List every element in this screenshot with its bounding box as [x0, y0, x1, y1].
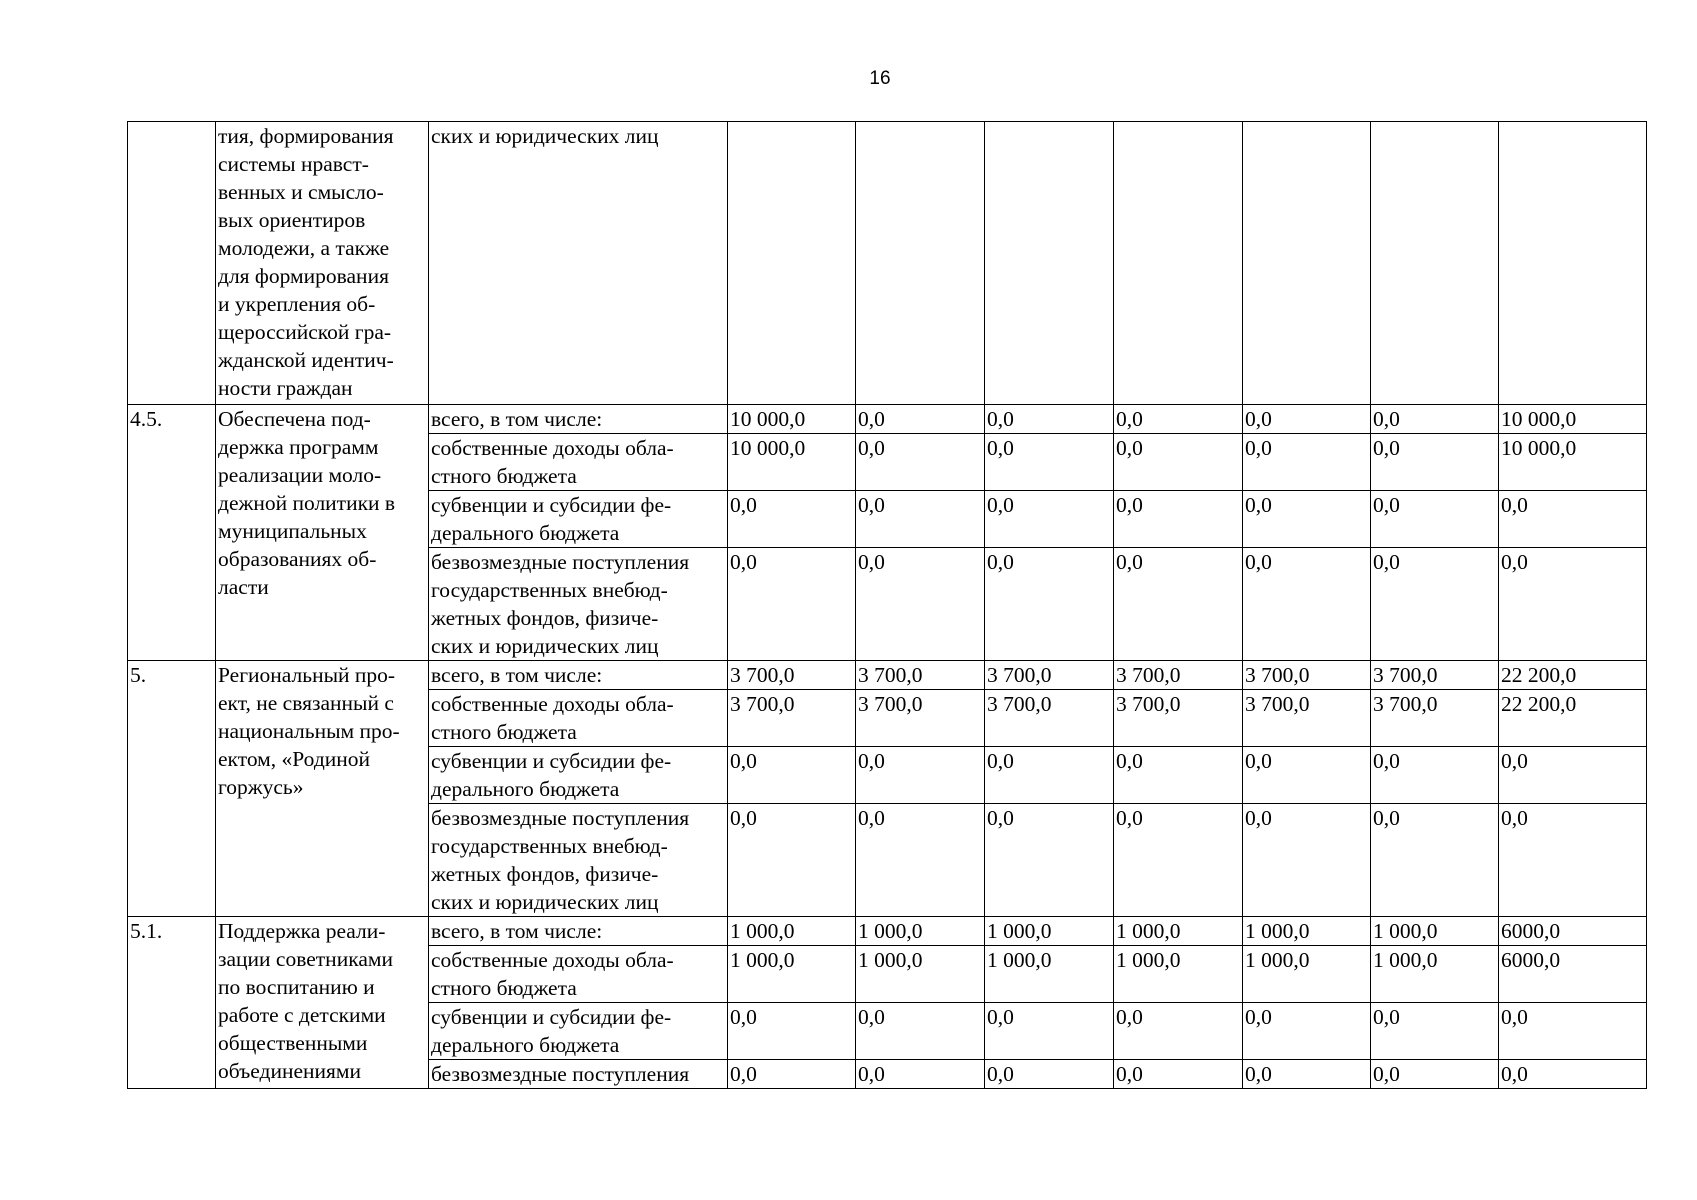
- year-value-cell: [1371, 122, 1499, 405]
- year-value-cell: 0,0: [1114, 405, 1243, 434]
- year-value-cell: 3 700,0: [856, 690, 985, 747]
- funding-source: всего, в том числе:: [431, 663, 603, 687]
- year-value-cell: 0,0: [1243, 1060, 1371, 1089]
- year-value-cell: 0,0: [856, 804, 985, 917]
- total-value-cell: 0,0: [1499, 804, 1647, 917]
- funding-source: ских и юридических лиц: [431, 124, 659, 148]
- year-value-cell: 0,0: [728, 804, 856, 917]
- year-value-cell: [728, 122, 856, 405]
- year-value-cell: 0,0: [856, 1060, 985, 1089]
- funding-source-cell: [429, 661, 728, 690]
- year-value-cell: 0,0: [1243, 747, 1371, 804]
- funding-source: всего, в том числе:: [431, 407, 603, 431]
- year-value-cell: 0,0: [1114, 434, 1243, 491]
- funding-source: собственные доходы обла- стного бюджета: [431, 692, 674, 744]
- year-value-cell: 0,0: [1243, 434, 1371, 491]
- funding-source-cell: [429, 1060, 728, 1089]
- total-value-cell: 0,0: [1499, 747, 1647, 804]
- item-name: Региональный про- ект, не связанный с национальным про- ектом, «Родиной горжусь»: [218, 663, 400, 799]
- funding-source: собственные доходы обла- стного бюджета: [431, 948, 674, 1000]
- year-value-cell: 0,0: [1371, 405, 1499, 434]
- funding-source: субвенции и субсидии фе- дерального бюджета: [431, 1005, 672, 1057]
- year-value-cell: 0,0: [985, 804, 1114, 917]
- funding-source-cell: [429, 690, 728, 747]
- funding-source-cell: [429, 122, 728, 405]
- funding-source-cell: [429, 405, 728, 434]
- year-value-cell: 1 000,0: [728, 946, 856, 1003]
- funding-source: всего, в том числе:: [431, 919, 603, 943]
- year-value-cell: 3 700,0: [1371, 690, 1499, 747]
- table-row: [128, 917, 1647, 946]
- year-value-cell: 1 000,0: [856, 946, 985, 1003]
- year-value-cell: [1243, 122, 1371, 405]
- funding-source: безвозмездные поступления: [431, 1062, 690, 1086]
- funding-source-cell: [429, 747, 728, 804]
- item-name-cell: [216, 122, 429, 405]
- funding-source: субвенции и субсидии фе- дерального бюджета: [431, 749, 672, 801]
- year-value-cell: 1 000,0: [728, 917, 856, 946]
- year-value-cell: 0,0: [856, 548, 985, 661]
- year-value-cell: 3 700,0: [1371, 661, 1499, 690]
- year-value-cell: 0,0: [985, 491, 1114, 548]
- item-number: 5.: [130, 663, 147, 687]
- year-value-cell: 0,0: [1243, 405, 1371, 434]
- year-value-cell: 3 700,0: [985, 661, 1114, 690]
- item-number-cell: [128, 661, 216, 917]
- year-value-cell: 0,0: [1371, 804, 1499, 917]
- year-value-cell: 1 000,0: [985, 917, 1114, 946]
- year-value-cell: 0,0: [1114, 491, 1243, 548]
- year-value-cell: 0,0: [856, 1003, 985, 1060]
- year-value-cell: 3 700,0: [985, 690, 1114, 747]
- funding-source-cell: [429, 548, 728, 661]
- year-value-cell: [985, 122, 1114, 405]
- funding-source: безвозмездные поступления государственных внебюд- жетных фондов, физиче- ских и юридических лиц: [431, 806, 690, 914]
- funding-source: субвенции и субсидии фе- дерального бюджета: [431, 493, 672, 545]
- year-value-cell: 0,0: [1114, 804, 1243, 917]
- year-value-cell: 0,0: [985, 1060, 1114, 1089]
- funding-source-cell: [429, 491, 728, 548]
- year-value-cell: 0,0: [856, 434, 985, 491]
- year-value-cell: 1 000,0: [1114, 946, 1243, 1003]
- year-value-cell: 3 700,0: [728, 661, 856, 690]
- item-number: 5.1.: [130, 919, 163, 943]
- year-value-cell: 3 700,0: [856, 661, 985, 690]
- year-value-cell: 0,0: [856, 747, 985, 804]
- year-value-cell: 0,0: [1114, 548, 1243, 661]
- item-number-cell: [128, 405, 216, 661]
- year-value-cell: 0,0: [1114, 747, 1243, 804]
- budget-table: [127, 121, 1647, 1089]
- total-value-cell: 0,0: [1499, 548, 1647, 661]
- table-row: [128, 122, 1647, 405]
- total-value-cell: 22 200,0: [1499, 690, 1647, 747]
- year-value-cell: 1 000,0: [1371, 946, 1499, 1003]
- year-value-cell: 0,0: [1371, 491, 1499, 548]
- funding-source-cell: [429, 917, 728, 946]
- funding-source: безвозмездные поступления государственных внебюд- жетных фондов, физиче- ских и юридических лиц: [431, 550, 690, 658]
- year-value-cell: 0,0: [985, 434, 1114, 491]
- year-value-cell: 0,0: [985, 747, 1114, 804]
- total-value-cell: 0,0: [1499, 491, 1647, 548]
- year-value-cell: [856, 122, 985, 405]
- item-name-cell: [216, 405, 429, 661]
- total-value-cell: 10 000,0: [1499, 405, 1647, 434]
- year-value-cell: 0,0: [1371, 1060, 1499, 1089]
- year-value-cell: 0,0: [856, 491, 985, 548]
- year-value-cell: 0,0: [985, 405, 1114, 434]
- year-value-cell: 1 000,0: [856, 917, 985, 946]
- page-number: 16: [869, 68, 891, 89]
- year-value-cell: 0,0: [1371, 548, 1499, 661]
- year-value-cell: 0,0: [728, 747, 856, 804]
- total-value-cell: 6000,0: [1499, 917, 1647, 946]
- total-value-cell: 0,0: [1499, 1003, 1647, 1060]
- item-name: Поддержка реали- зации советниками по воспитанию и работе с детскими общественными объединениями: [218, 919, 393, 1083]
- item-number: 4.5.: [130, 407, 163, 431]
- year-value-cell: 0,0: [1243, 548, 1371, 661]
- year-value-cell: 0,0: [728, 491, 856, 548]
- year-value-cell: 0,0: [985, 548, 1114, 661]
- year-value-cell: 10 000,0: [728, 434, 856, 491]
- year-value-cell: 0,0: [728, 1060, 856, 1089]
- year-value-cell: 0,0: [1114, 1003, 1243, 1060]
- year-value-cell: 0,0: [985, 1003, 1114, 1060]
- total-value-cell: 10 000,0: [1499, 434, 1647, 491]
- item-name: тия, формирования системы нравст- венных и смысло- вых ориентиров молодежи, а также для формирования и укрепления об- щероссийской гра- жданской идентич- ности граждан: [218, 124, 394, 400]
- total-value-cell: 22 200,0: [1499, 661, 1647, 690]
- year-value-cell: [1114, 122, 1243, 405]
- year-value-cell: 1 000,0: [1114, 917, 1243, 946]
- item-name: Обеспечена под- держка программ реализации моло- дежной политики в муниципальных образованиях об- ласти: [218, 407, 396, 599]
- funding-source-cell: [429, 1003, 728, 1060]
- funding-source-cell: [429, 434, 728, 491]
- year-value-cell: 0,0: [1243, 804, 1371, 917]
- year-value-cell: 3 700,0: [1114, 661, 1243, 690]
- year-value-cell: 3 700,0: [1114, 690, 1243, 747]
- item-number-cell: [128, 122, 216, 405]
- item-number-cell: [128, 917, 216, 1089]
- total-value-cell: [1499, 122, 1647, 405]
- year-value-cell: 0,0: [1371, 747, 1499, 804]
- year-value-cell: 0,0: [1243, 1003, 1371, 1060]
- table-row: [128, 661, 1647, 690]
- funding-source-cell: [429, 804, 728, 917]
- year-value-cell: 3 700,0: [1243, 661, 1371, 690]
- year-value-cell: 1 000,0: [1371, 917, 1499, 946]
- year-value-cell: 3 700,0: [1243, 690, 1371, 747]
- table-row: [128, 405, 1647, 434]
- year-value-cell: 1 000,0: [985, 946, 1114, 1003]
- year-value-cell: 0,0: [728, 548, 856, 661]
- funding-source: собственные доходы обла- стного бюджета: [431, 436, 674, 488]
- year-value-cell: 0,0: [856, 405, 985, 434]
- total-value-cell: 6000,0: [1499, 946, 1647, 1003]
- year-value-cell: 0,0: [728, 1003, 856, 1060]
- year-value-cell: 0,0: [1243, 491, 1371, 548]
- total-value-cell: 0,0: [1499, 1060, 1647, 1089]
- year-value-cell: 0,0: [1114, 1060, 1243, 1089]
- item-name-cell: [216, 917, 429, 1089]
- year-value-cell: 0,0: [1371, 434, 1499, 491]
- year-value-cell: 1 000,0: [1243, 917, 1371, 946]
- year-value-cell: 0,0: [1371, 1003, 1499, 1060]
- funding-source-cell: [429, 946, 728, 1003]
- year-value-cell: 3 700,0: [728, 690, 856, 747]
- item-name-cell: [216, 661, 429, 917]
- year-value-cell: 10 000,0: [728, 405, 856, 434]
- year-value-cell: 1 000,0: [1243, 946, 1371, 1003]
